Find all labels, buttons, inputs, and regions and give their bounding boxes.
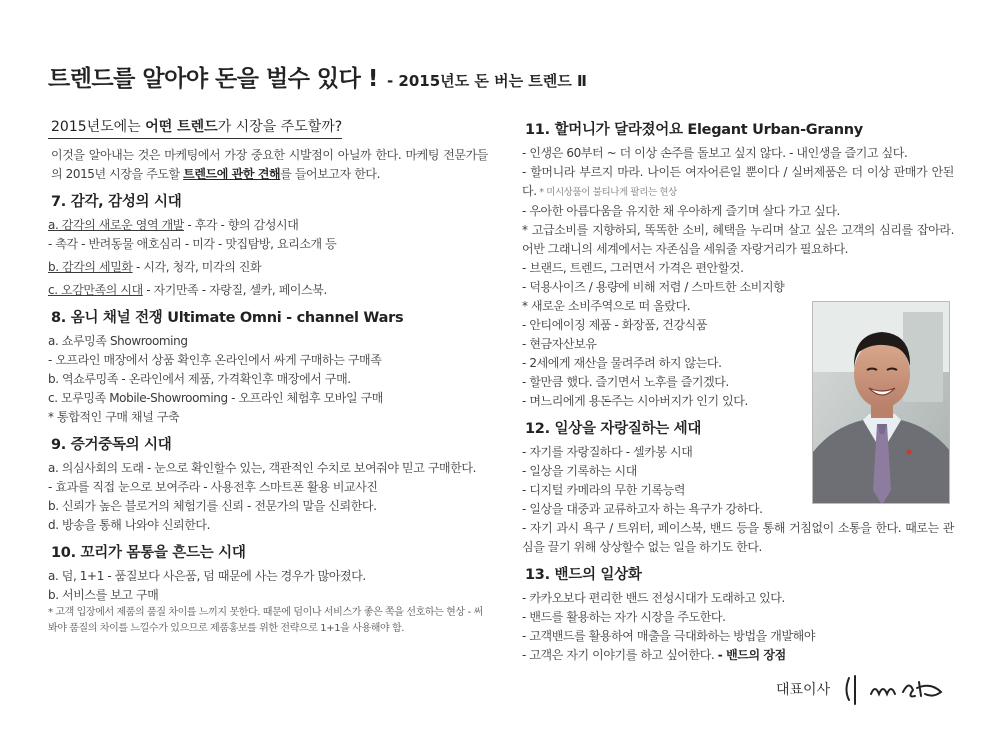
intro-heading [48,116,342,139]
section-10-heading: 10. 꼬리가 몸통을 흔드는 시대 [51,545,246,561]
section-9-line: b. 신뢰가 높은 블로거의 체험기를 신뢰 - 전문가의 말을 신뢰한다. [48,499,377,513]
intro-heading-rest: 가 시장을 주도할까? [217,119,343,135]
section-12-line: - 자기를 자랑질하다 - 셀카봉 시대 [522,445,693,459]
section-7-b-rest: - 시각, 청각, 미각의 진화 [132,260,262,274]
section-11-text: - 할머니라 부르지 마라. 나이든 여자어른일 뿐이다 / 실버제품은 더 이상 판매가 안된다. [522,165,954,198]
section-11-paragraph: * 고급소비를 지향하되, 똑똑한 소비, 혜택을 누리며 살고 싶은 고객의 심리를 잡아라. 어반 그래니의 세계에서는 자존심을 세워줄 자랑거리가 필요하다. [522,223,954,256]
section-12-paragraph: - 자기 과시 욕구 / 트위터, 페이스북, 밴드 등을 통해 거침없이 소통을 한다. 때로는 관심을 끌기 위해 상상할수 없는 일을 하기도 한다. [522,521,954,554]
page-title [48,60,968,96]
section-12-line: - 일상을 대중과 교류하고자 하는 욕구가 강하다. [522,502,763,516]
section-9-line: - 효과를 직접 눈으로 보여주라 - 사용전후 스마트폰 활용 비교사진 [48,480,378,494]
section-11-line: - 2세에게 재산을 물려주려 하지 않는다. [522,356,722,370]
section-8-line: * 통합적인 구매 채널 구축 [48,410,180,424]
section-13-last-emphasis: - 밴드의 장점 [717,648,786,662]
intro-heading-pre: 2015년도에는 [51,119,146,135]
section-9-heading: 9. 증거중독의 시대 [51,437,172,453]
section-12-heading: 12. 일상을 자랑질하는 세대 [525,421,702,437]
section-10-line: a. 덤, 1+1 - 품질보다 사은품, 덤 때문에 사는 경우가 많아졌다. [48,569,366,583]
section-7-c-label: c. 오감만족의 시대 [48,283,143,297]
ceo-portrait-photo [812,301,950,504]
section-13-last-text: - 고객은 자기 이야기를 하고 싶어한다. [522,648,718,662]
section-13-line: - 카카오보다 편리한 밴드 전성시대가 도래하고 있다. [522,591,785,605]
section-12-line: - 디지털 카메라의 무한 기록능력 [522,483,686,497]
section-7-line [48,216,488,235]
section-7-c-rest: - 자기만족 - 자랑질, 셀카, 페이스북. [142,283,327,297]
section-9-paragraph: a. 의심사회의 도래 - 눈으로 확인할수 있는, 객관적인 수치로 보여줘야 믿고 구매한다. [48,461,477,475]
handwritten-signature [841,672,951,706]
section-12-line: - 일상을 기록하는 시대 [522,464,637,478]
intro-text-emphasis: 트렌드에 관한 견해 [183,167,281,181]
section-11-line: - 우아한 아름다움을 유지한 채 우아하게 즐기며 살다 가고 싶다. [522,204,840,218]
section-8-line: a. 쇼루밍족 Showrooming [48,334,188,348]
section-7 [48,190,488,300]
section-11-line: - 인생은 60부터 ~ 더 이상 손주를 돌보고 싶지 않다. - 내인생을 즐기고 싶다. [522,146,908,160]
section-8-line: c. 모루밍족 Mobile-Showrooming - 오프라인 체험후 모바일 구매 [48,391,383,405]
section-11-line: - 브랜드, 트렌드, 그러면서 가격은 편안할것. [522,261,744,275]
section-7-line: - 촉각 - 반려동물 애호심리 - 미각 - 맛집탐방, 요리소개 등 [48,237,337,251]
section-7-a-rest: - 후각 - 향의 감성시대 [183,218,299,232]
section-9 [48,433,488,535]
section-7-line [48,281,488,300]
section-11-line: - 할만큼 했다. 즐기면서 노후를 즐기겠다. [522,375,729,389]
intro-text-a: 이것을 알아내는 것은 마케팅에서 가장 중요한 시발점이 아닐까 한다. 마케팅 전문가들의 2015년 시장을 주도할 [51,148,488,181]
section-10 [48,541,488,637]
intro-text-b: 를 들어보고자 한다. [280,167,381,181]
section-8 [48,306,488,427]
section-11-line: - 안티에이징 제품 - 화장품, 건강식품 [522,318,708,332]
intro-heading-bold: 어떤 트렌드 [145,119,218,135]
section-8-heading: 8. 옴니 채널 전쟁 Ultimate Omni - channel Wars [51,310,404,326]
title-main: 트렌드를 알아야 돈을 벌수 있다 ! [48,66,378,92]
section-11-line: - 덕용사이즈 / 용량에 비해 저렴 / 스마트한 소비지향 [522,280,785,294]
section-13-heading: 13. 밴드의 일상화 [525,567,642,583]
section-10-note: * 고객 입장에서 제품의 품질 차이를 느끼지 못한다. 때문에 덤이나 서비스가 좋은 쪽을 선호하는 현상 - 써 봐야 품질의 차이를 느낄수가 있으므로 제품홍보를 위한 전략으로 1+1을 사용해야 함. [48,607,483,634]
left-column [48,116,488,637]
section-8-line: - 오프라인 매장에서 상품 확인후 온라인에서 싸게 구매하는 구매족 [48,353,382,367]
section-11-note: * 미시상품이 불티나게 팔리는 현상 [536,187,677,198]
section-7-heading: 7. 감각, 감성의 시대 [51,194,182,210]
title-subtitle: - 2015년도 돈 버는 트렌드 Ⅱ [386,72,587,90]
section-13-line: - 고객밴드를 활용하여 매출을 극대화하는 방법을 개발해야 [522,629,816,643]
section-11-heading: 11. 할머니가 달라졌어요 Elegant Urban-Granny [525,122,863,138]
section-7-b-label: b. 감각의 세밀화 [48,260,133,274]
section-9-line: d. 방송을 통해 나와야 신뢰한다. [48,518,211,532]
section-8-line: b. 역쇼루밍족 - 온라인에서 제품, 가격확인후 매장에서 구매. [48,372,351,386]
section-7-a-label: a. 감각의 새로운 영역 개발 [48,218,184,232]
section-13-line: - 밴드를 활용하는 자가 시장을 주도한다. [522,610,726,624]
section-13-line [522,646,954,665]
intro-paragraph [48,146,488,184]
section-11-paragraph [522,163,954,202]
signature-block [776,672,956,712]
section-7-line [48,258,488,277]
section-13 [522,563,954,665]
section-10-line: b. 서비스를 보고 구매 [48,588,159,602]
section-11-line: - 현금자산보유 [522,337,597,351]
section-11-line: - 며느리에게 용돈주는 시아버지가 인기 있다. [522,394,748,408]
section-11-line: * 새로운 소비주역으로 떠 올랐다. [522,299,691,313]
signature-label: 대표이사 [776,682,831,698]
